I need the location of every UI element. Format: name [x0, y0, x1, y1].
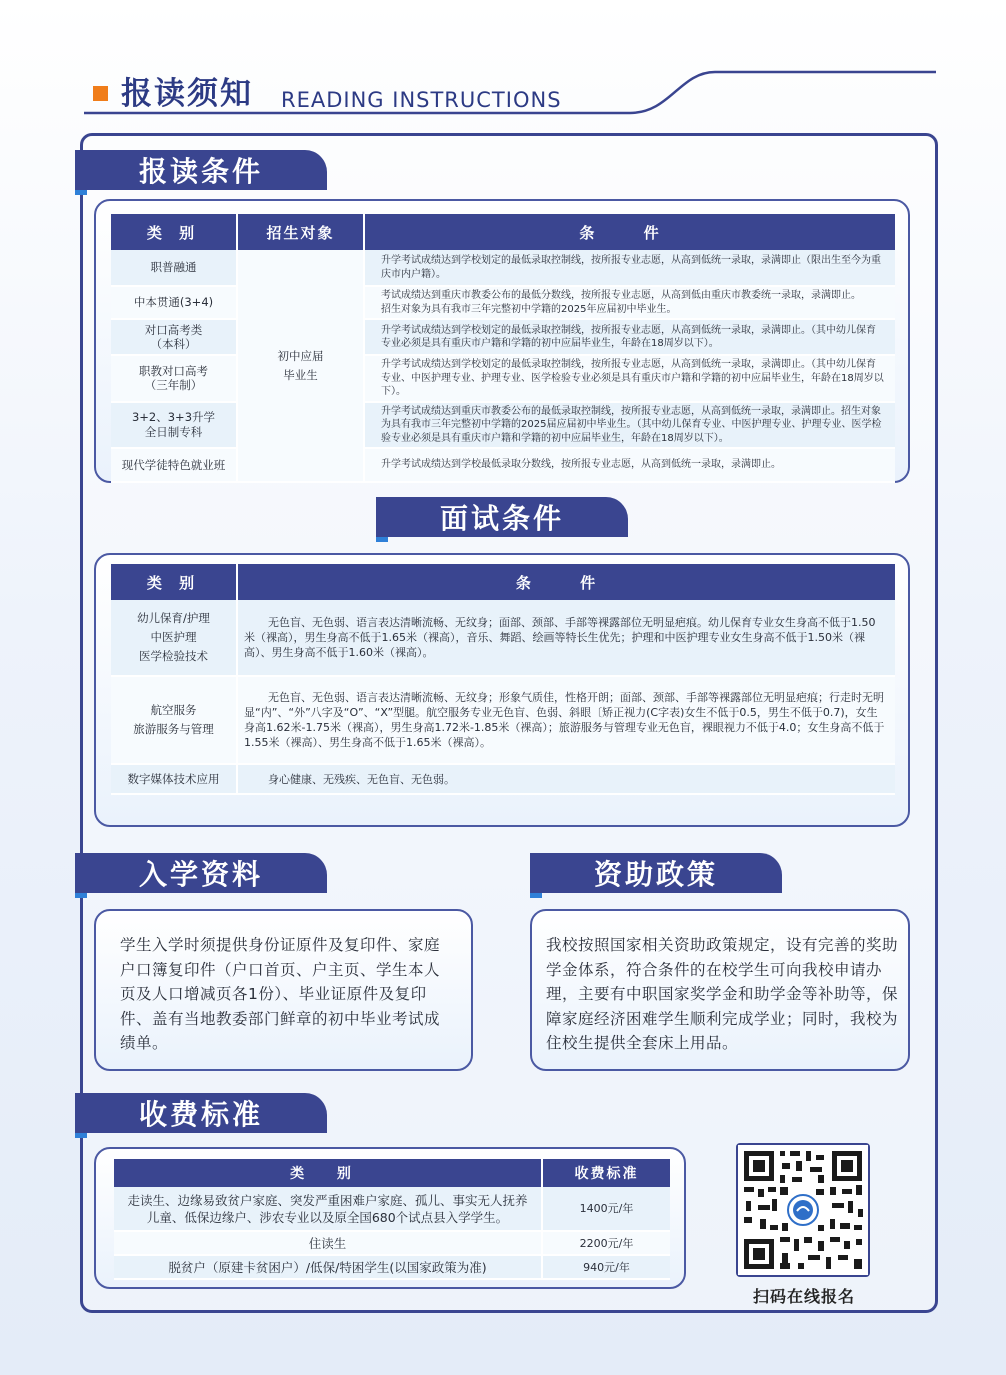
documents-card: [94, 909, 473, 1071]
qr-code[interactable]: [736, 1143, 870, 1277]
table-row: [111, 764, 895, 794]
tab-accent: [75, 190, 87, 195]
fees-header-category: 类 别: [114, 1159, 542, 1187]
interview-condition: 无色盲、无色弱、语言表达清晰流畅、无纹身；形象气质佳，性格开朗；面部、颈部、手部等裸露部位无明显疤痕；行走时无明显“内”、“外”八字及“O”、“X”型腿。航空服务专业无色盲、色弱、斜眼〔矫正视力(C字表)女生不低于0.5，男生不低于0.7)，女生身高1.62米-1.75米（裸高），男生身高1.72米-1.85米（裸高）；旅游服务与管理专业无色盲，裸眼视力不低于4.0；女生身高不低于1.55米（裸高）、男生身高不低于1.65米（裸高）。: [237, 676, 895, 764]
section-tab-interview: [376, 497, 628, 537]
aid-card: [530, 909, 910, 1071]
section-title-admission: 报读条件: [75, 150, 327, 190]
interview-table-wrap: [111, 564, 895, 795]
interview-category: 数字媒体技术应用: [111, 764, 237, 794]
admission-condition: 升学考试成绩达到学校最低录取分数线，按所报专业志愿，从高到低统一录取，录满即止。: [364, 448, 895, 482]
admission-condition: 升学考试成绩达到重庆市教委公布的最低录取控制线，按所报专业志愿，从高到低统一录取，录满即止。招生对象为具有我市三年完整初中学籍的2025届应届初中毕业生。（其中幼儿保育专业、中医护理专业、护理专业、医学检验专业必须是具有重庆市户籍和学籍的初中应届毕业生，年龄在18周岁以下）。: [364, 402, 895, 449]
tab-accent: [75, 1133, 87, 1138]
interview-table: [111, 564, 895, 795]
section-tab-admission: [75, 150, 327, 190]
fee-category: 脱贫户（原建卡贫困户）/低保/特困学生(以国家政策为准): [114, 1255, 542, 1279]
admission-table-wrap: [111, 214, 895, 483]
admission-table: [111, 214, 895, 483]
interview-card: [94, 553, 910, 827]
interview-header-condition: 条 件: [237, 564, 895, 600]
admission-condition: 考试成绩达到重庆市教委公布的最低分数线，按所报专业志愿，从高到低由重庆市教委统一录取，录满即止。 招生对象为具有我市三年完整初中学籍的2025年应届初中毕业生。: [364, 286, 895, 319]
tab-accent: [376, 537, 388, 542]
section-tab-fees: [75, 1093, 327, 1133]
admission-header-target: 招生对象: [237, 214, 364, 250]
documents-text: 学生入学时须提供身份证原件及复印件、家庭户口簿复印件（户口首页、户主页、学生本人页及人口增减页各1份）、毕业证原件及复印件、盖有当地教委部门鲜章的初中毕业考试成绩单。: [120, 936, 441, 1052]
interview-condition: 无色盲、无色弱、语言表达清晰流畅、无纹身；面部、颈部、手部等裸露部位无明显疤痕。幼儿保育专业女生身高不低于1.50米（裸高），男生身高不低于1.65米（裸高），音乐、舞蹈、绘画等特长生优先；护理和中医护理专业女生身高不低于1.50米（裸高）、男生身高不低于1.60米（裸高）。: [237, 600, 895, 676]
admission-category: 现代学徒特色就业班: [111, 448, 237, 482]
page-title: 报读须知: [121, 76, 253, 112]
admission-category: 3+2、3+3升学 全日制专科: [111, 402, 237, 449]
fees-header-amount: 收费标准: [542, 1159, 670, 1187]
table-row: [111, 250, 895, 286]
admission-header-category: 类 别: [111, 214, 237, 250]
fee-category: 住读生: [114, 1231, 542, 1255]
table-row: [111, 286, 895, 319]
interview-category: 幼儿保育/护理 中医护理 医学检验技术: [111, 600, 237, 676]
table-row: [111, 600, 895, 676]
fees-table: [114, 1159, 670, 1280]
section-title-documents: 入学资料: [75, 853, 327, 893]
tab-accent: [75, 893, 87, 898]
fees-card: [94, 1147, 686, 1289]
aid-text: 我校按照国家相关资助政策规定，设有完善的奖助学金体系，符合条件的在校学生可向我校申请办理，主要有中职国家奖学金和助学金等补助等，保障家庭经济困难学生顺利完成学业；同时，我校为住校生提供全套床上用品。: [546, 936, 899, 1052]
header-accent-square: [93, 86, 108, 101]
table-row: [111, 448, 895, 482]
qr-code-label: 扫码在线报名: [752, 1287, 855, 1306]
admission-card: [94, 199, 910, 483]
fees-table-wrap: [114, 1159, 670, 1280]
table-row: [111, 355, 895, 402]
interview-category: 航空服务 旅游服务与管理: [111, 676, 237, 764]
fee-category: 走读生、边缘易致贫户家庭、突发严重困难户家庭、孤儿、事实无人抚养儿童、低保边缘户、涉农专业以及原全国680个试点县入学学生。: [114, 1187, 542, 1231]
table-row: [114, 1231, 670, 1255]
section-title-aid: 资助政策: [530, 853, 782, 893]
fee-amount: 940元/年: [542, 1255, 670, 1279]
table-row: [111, 676, 895, 764]
admission-category: 职教对口高考 （三年制）: [111, 355, 237, 402]
qr-code-image: [738, 1145, 868, 1275]
fee-amount: 1400元/年: [542, 1187, 670, 1231]
page-subtitle-en: READING INSTRUCTIONS: [281, 88, 562, 112]
table-row: [111, 402, 895, 449]
table-row: [114, 1187, 670, 1231]
header-divider-line: [0, 0, 1006, 140]
table-row: [114, 1255, 670, 1279]
admission-category: 中本贯通(3+4): [111, 286, 237, 319]
admission-condition: 升学考试成绩达到学校划定的最低录取控制线，按所报专业志愿，从高到低统一录取，录满即止。（其中幼儿保育专业、中医护理专业、护理专业、医学检验专业必须是具有重庆市户籍和学籍的初中应届毕业生，年龄在18周岁以下）。: [364, 355, 895, 402]
interview-condition: 身心健康、无残疾、无色盲、无色弱。: [237, 764, 895, 794]
admission-header-condition: 条 件: [364, 214, 895, 250]
table-row: [111, 319, 895, 355]
interview-header-category: 类 别: [111, 564, 237, 600]
admission-target: 初中应届 毕业生: [237, 250, 364, 482]
admission-category: 职普融通: [111, 250, 237, 286]
section-title-interview: 面试条件: [376, 497, 628, 537]
section-title-fees: 收费标准: [75, 1093, 327, 1133]
section-tab-documents: [75, 853, 327, 893]
admission-category: 对口高考类 （本科）: [111, 319, 237, 355]
fee-amount: 2200元/年: [542, 1231, 670, 1255]
admission-condition: 升学考试成绩达到学校划定的最低录取控制线，按所报专业志愿，从高到低统一录取，录满即止。（其中幼儿保育专业必须是具有重庆市户籍和学籍的初中应届毕业生，年龄在18周岁以下）。: [364, 319, 895, 355]
tab-accent: [530, 893, 542, 898]
admission-condition: 升学考试成绩达到学校划定的最低录取控制线，按所报专业志愿，从高到低统一录取，录满即止（限出生至今为重庆市内户籍）。: [364, 250, 895, 286]
section-tab-aid: [530, 853, 782, 893]
